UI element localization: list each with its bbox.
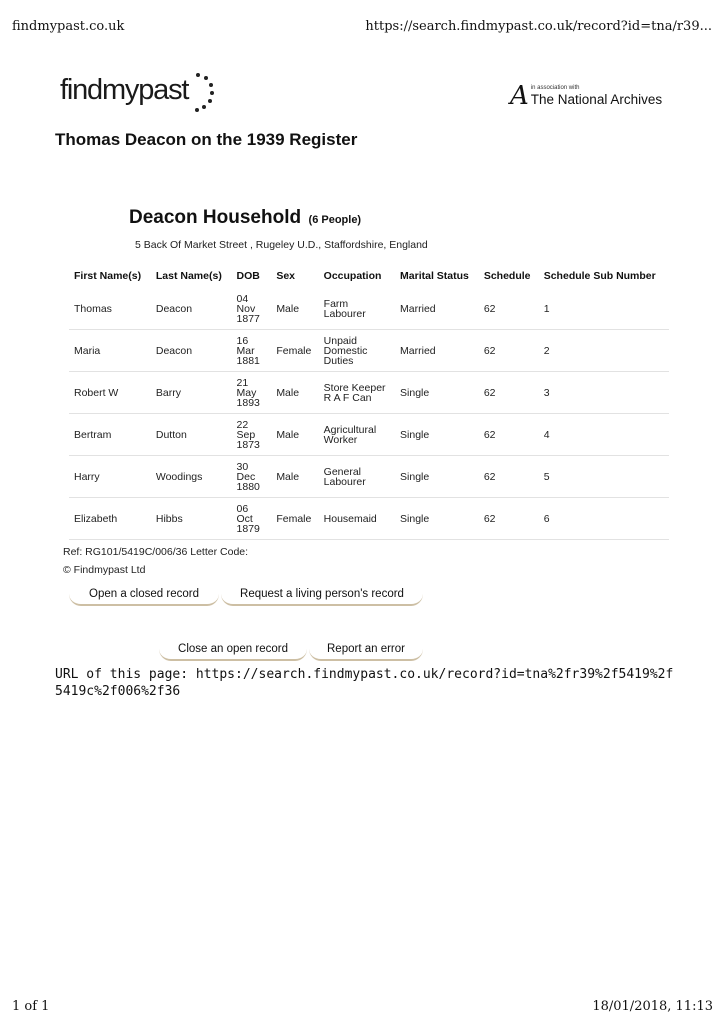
col-first-name: First Name(s) <box>74 270 142 282</box>
cell-schedule-sub: 5 <box>539 456 669 498</box>
cell-sex: Male <box>271 288 318 330</box>
household-members-table <box>69 264 669 540</box>
record-reference: Ref: RG101/5419C/006/36 Letter Code: <box>63 546 249 558</box>
national-archives-mark-icon: A <box>510 81 529 111</box>
copyright-notice: © Findmypast Ltd <box>63 564 146 576</box>
col-schedule: Schedule <box>483 270 531 282</box>
cell-occupation: Housemaid <box>323 512 377 525</box>
table-row <box>69 288 669 330</box>
association-text: in association with <box>530 85 580 91</box>
cell-schedule-sub: 3 <box>539 372 669 414</box>
cell-first-name: Robert W <box>69 372 151 414</box>
table-header-row <box>69 264 669 288</box>
cell-marital-status: Single <box>395 372 479 414</box>
cell-schedule: 62 <box>479 288 539 330</box>
print-footer-datetime: 18/01/2018, 11:13 <box>592 999 713 1014</box>
cell-first-name: Maria <box>69 330 151 372</box>
household-name: Deacon Household <box>129 207 302 228</box>
cell-marital-status: Single <box>395 414 479 456</box>
cell-schedule-sub: 2 <box>539 330 669 372</box>
cell-last-name: Deacon <box>151 288 232 330</box>
cell-schedule-sub: 4 <box>539 414 669 456</box>
col-occupation: Occupation <box>323 270 382 282</box>
table-row <box>69 372 669 414</box>
cell-dob: 16 Mar 1881 <box>236 334 260 367</box>
report-error-button[interactable]: Report an error <box>309 639 423 661</box>
logo-text: findmypast <box>60 74 189 106</box>
cell-dob: 30 Dec 1880 <box>236 460 260 493</box>
cell-first-name: Harry <box>69 456 151 498</box>
cell-occupation: Store Keeper R A F Can <box>323 381 386 404</box>
open-closed-record-button[interactable]: Open a closed record <box>69 584 219 606</box>
print-header-site: findmypast.co.uk <box>12 19 125 34</box>
cell-sex: Female <box>271 330 318 372</box>
cell-schedule: 62 <box>479 498 539 540</box>
household-address: 5 Back Of Market Street , Rugeley U.D., Staffordshire, England <box>135 239 428 251</box>
cell-schedule-sub: 1 <box>539 288 669 330</box>
national-archives-name: The National Archives <box>530 92 663 107</box>
cell-schedule: 62 <box>479 414 539 456</box>
cell-sex: Male <box>271 372 318 414</box>
close-open-record-button[interactable]: Close an open record <box>159 639 307 661</box>
cell-schedule-sub: 6 <box>539 498 669 540</box>
cell-marital-status: Single <box>395 456 479 498</box>
cell-dob: 21 May 1893 <box>236 376 260 409</box>
table-row <box>69 414 669 456</box>
cell-marital-status: Married <box>395 288 479 330</box>
cell-first-name: Thomas <box>69 288 151 330</box>
page-title: Thomas Deacon on the 1939 Register <box>55 130 358 149</box>
cell-occupation: General Labourer <box>323 465 366 488</box>
cell-last-name: Hibbs <box>151 498 232 540</box>
cell-first-name: Elizabeth <box>69 498 151 540</box>
table-row <box>69 456 669 498</box>
table-row <box>69 498 669 540</box>
cell-last-name: Barry <box>151 372 232 414</box>
cell-marital-status: Married <box>395 330 479 372</box>
print-header-url: https://search.findmypast.co.uk/record?id=tna/r39... <box>365 19 712 34</box>
table-row <box>69 330 669 372</box>
cell-occupation: Unpaid Domestic Duties <box>323 334 368 367</box>
cell-dob: 06 Oct 1879 <box>236 502 260 535</box>
cell-sex: Female <box>271 498 318 540</box>
cell-occupation: Farm Labourer <box>323 297 366 320</box>
logo-dots-icon <box>190 72 216 116</box>
cell-schedule: 62 <box>479 456 539 498</box>
cell-occupation: Agricultural Worker <box>323 423 377 446</box>
findmypast-logo[interactable] <box>60 72 216 116</box>
request-living-person-button[interactable]: Request a living person's record <box>221 584 423 606</box>
cell-marital-status: Single <box>395 498 479 540</box>
national-archives-logo <box>510 81 663 111</box>
cell-first-name: Bertram <box>69 414 151 456</box>
cell-schedule: 62 <box>479 330 539 372</box>
cell-schedule: 62 <box>479 372 539 414</box>
print-footer-page: 1 of 1 <box>12 999 50 1014</box>
household-heading <box>129 207 361 229</box>
col-marital-status: Marital Status <box>400 270 469 282</box>
col-sex: Sex <box>276 270 295 282</box>
cell-last-name: Dutton <box>151 414 232 456</box>
cell-last-name: Woodings <box>151 456 232 498</box>
household-count: (6 People) <box>308 214 362 226</box>
col-dob: DOB <box>236 270 260 282</box>
cell-dob: 04 Nov 1877 <box>236 292 260 325</box>
col-schedule-sub-number: Schedule Sub Number <box>543 270 656 282</box>
cell-last-name: Deacon <box>151 330 232 372</box>
cell-dob: 22 Sep 1873 <box>236 418 260 451</box>
cell-sex: Male <box>271 456 318 498</box>
cell-sex: Male <box>271 414 318 456</box>
page-url-text: URL of this page: https://search.findmypast.co.uk/record?id=tna%2fr39%2f5419%2f5419c%2f006%2f36 <box>55 667 674 699</box>
col-last-name: Last Name(s) <box>155 270 222 282</box>
